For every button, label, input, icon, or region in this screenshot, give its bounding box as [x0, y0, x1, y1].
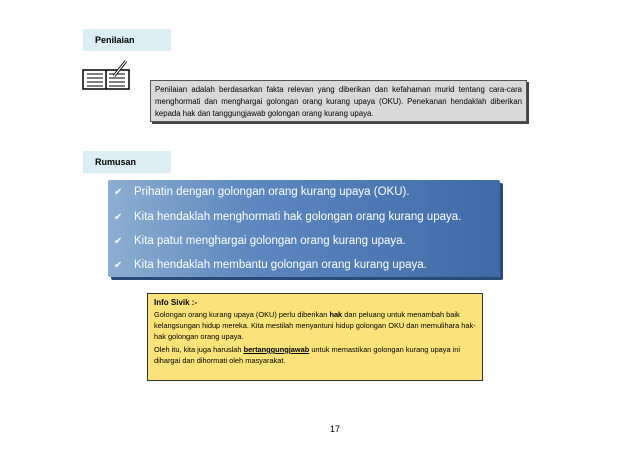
summary-point-text: Prihatin dengan golongan orang kurang upaya (OKU).	[134, 186, 410, 198]
summary-point	[114, 208, 461, 226]
info-sivik-box	[147, 293, 483, 381]
summary-point-text: Kita hendaklah membantu golongan orang kurang upaya.	[134, 259, 427, 271]
info-text: Golongan orang kurang upaya (OKU) perlu diberikan	[154, 310, 330, 319]
info-title: Info Sivik :-	[154, 298, 198, 307]
info-text: Oleh itu, kita juga haruslah	[154, 345, 244, 354]
section-label-penilaian: Penilaian	[83, 29, 171, 51]
info-paragraph-2	[154, 344, 476, 366]
page-number: 17	[330, 424, 341, 434]
checkmark-icon: ✔	[114, 211, 123, 223]
summary-point-text: Kita hendaklah menghormati hak golongan orang kurang upaya.	[134, 211, 462, 223]
info-paragraph-1	[154, 309, 476, 342]
checkmark-icon: ✔	[114, 186, 123, 198]
info-text: untuk memastikan golongan kurang upaya ini dihargai dan dihormati oleh masyarakat.	[154, 345, 461, 365]
summary-point	[114, 256, 427, 274]
book-with-pencil-icon	[82, 60, 130, 90]
info-bold-term: bertanggungjawab	[243, 345, 310, 354]
summary-point	[114, 183, 410, 201]
assessment-description: Penilaian adalah berdasarkan fakta relevan yang diberikan dan kefahaman murid tentang cara-cara menghormati dan menghargai golongan orang kurang upaya (OKU). Penekanan hendaklah diberikan kepada hak dan tanggungjawab golongan orang kurang upaya.	[150, 80, 527, 122]
section-label-rumusan: Rumusan	[83, 151, 171, 173]
summary-point-text: Kita patut menghargai golongan orang kurang upaya.	[134, 235, 406, 247]
info-bold-term: hak	[329, 310, 343, 319]
checkmark-icon: ✔	[114, 235, 123, 247]
info-text: dan peluang untuk menambah baik kelangsungan hidup mereka. Kita mestilah menyantuni hidup golongan OKU dan memulihara hak-hak golongan orang upaya.	[154, 310, 476, 341]
checkmark-icon: ✔	[114, 259, 123, 271]
summary-panel	[108, 180, 500, 277]
summary-point	[114, 232, 406, 250]
